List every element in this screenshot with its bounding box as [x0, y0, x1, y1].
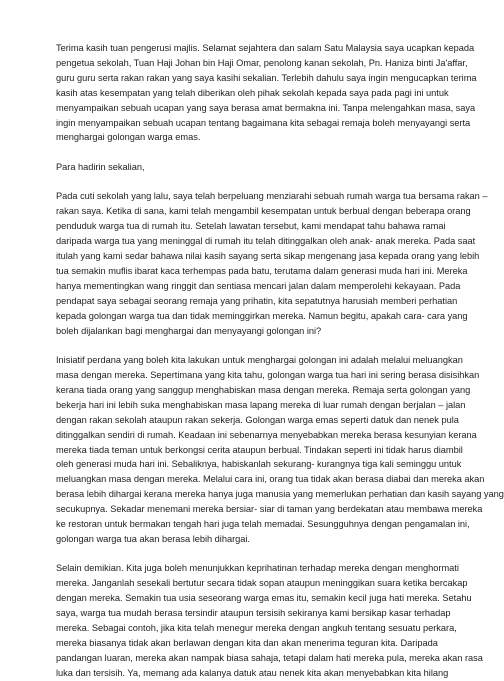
text-line: menyampaikan sebuah ucapan yang saya berasa amat bermakna ini. Tanpa melengahkan masa, saya	[56, 102, 476, 113]
text-line: hanya mementingkan wang ringgit dan sentiasa mencari jalan dalam memperolehi kekayaan. Pada	[56, 280, 461, 291]
text-line: mereka biasanya tidak akan berlawan dengan kita dan akan menerima teguran kita. Daripada	[56, 638, 438, 648]
text-line: mereka tiada teman untuk berkongsi cerita ataupun berbual. Tindakan seperti ini tidak harus diambil	[56, 444, 463, 455]
paragraph-spacer	[56, 145, 440, 160]
text-line: dengan rakan sekolah ataupun rakan sekerja. Golongan warga emas seperti datuk dan nenek pula	[56, 414, 459, 425]
text-line: tua semakin muflis ibarat kaca terhempas pada batu, terutama dalam generasi muda hari ini. Mereka	[56, 265, 468, 276]
text-line: pendapat saya sebagai seorang remaja yang prihatin, kita sepatutnya harusiah memberi perhatian	[56, 295, 458, 306]
text-line: rakan saya. Ketika di sana, kami telah mengambil kesempatan untuk berbual dengan beberapa orang	[56, 206, 471, 217]
paragraph-second-point	[56, 561, 483, 680]
text-line: Selain demikian. Kita juga boleh menunjukkan keprihatinan terhadap mereka dengan menghormati	[56, 563, 459, 574]
text-line: ke restoran untuk bermakan tengah hari juga telah memadai. Sesungguhnya dengan pengamalan ini,	[56, 519, 470, 530]
text-line: mereka. Janganlah sesekali bertutur secara tidak sopan ataupun meninggikan suara ketika bercakap	[56, 578, 468, 589]
text-line: Terima kasih tuan pengerusi majlis. Selamat sejahtera dan salam Satu Malaysia saya ucapkan kepada	[56, 43, 475, 53]
text-line: golongan warga tua akan berasa lebih dihargai.	[56, 533, 250, 544]
text-line: kasih atas kesempatan yang telah diberikan oleh pihak sekolah kepada saya pada pagi ini untuk	[56, 87, 449, 98]
text-line: dengan mereka. Semakin tua usia seseorang warga emas itu, semakin kecil juga hati mereka. Setahu	[56, 593, 472, 604]
text-line: mereka. Sebagai contoh, jika kita telah menegur mereka dengan angkuh tentang sesuatu perkara,	[56, 623, 457, 634]
text-line: menghargai golongan warga emas.	[56, 132, 201, 143]
text-line: itulah yang kami sedar bahawa nilai kasih sayang serta sikap mengenang jasa kepada orang yang lebih	[56, 251, 480, 262]
text-line: penduduk warga tua di rumah itu. Setelah lawatan tersebut, kami mendapat tahu bahawa ramai	[56, 221, 446, 232]
text-line: bekerja hari ini lebih suka menghabiskan masa lapang mereka di luar rumah dengan berjalan – jalan	[56, 399, 466, 410]
text-line: ditinggalkan sendiri di rumah. Keadaan ini sebenarnya menyebabkan mereka berasa kesunyian kerana	[56, 429, 477, 440]
paragraph-intro	[56, 189, 488, 338]
text-line: pandangan luaran, mereka akan nampak biasa sahaja, tetapi dalam hati mereka pula, mereka akan rasa	[56, 652, 483, 663]
text-line: secukupnya. Sekadar menemani mereka bersiar- siar di taman yang berdekatan atau membawa mereka	[56, 504, 483, 515]
text-line: oleh generasi muda hari ini. Sebaliknya, habiskanlah sekurang- kurangnya tiga kali seminggu untuk	[56, 459, 462, 470]
text-line: daripada warga tua yang meninggal di rumah itu telah ditinggalkan oleh anak- anak mereka. Pada saat	[56, 236, 476, 247]
text-line: boleh dijalankan bagi menghargai dan menyayangi golongan ini?	[56, 325, 322, 336]
paragraph-first-point	[56, 353, 504, 547]
text-line: Pada cuti sekolah yang lalu, saya telah berpeluang menziarahi sebuah rumah warga tua bersama rakan –	[56, 191, 488, 202]
text-line: Inisiatif perdana yang boleh kita lakukan untuk menghargai golongan ini adalah melalui meluangkan	[56, 355, 463, 366]
text-line: meluangkan masa dengan mereka. Melalui cara ini, orang tua tidak akan berasa diabai dan mereka akan	[56, 474, 485, 485]
paragraph-spacer	[56, 339, 440, 354]
text-line: kepada golongan warga tua dan tidak meminggirkan mereka. Namun begitu, apakah cara- cara yang	[56, 310, 468, 321]
paragraph-salutation	[56, 160, 440, 175]
text-line: masa dengan mereka. Sepertimana yang kita tahu, golongan warga tua hari ini sering berasa disisihkan	[56, 370, 480, 380]
text-line: luka dan tersisih. Ya, memang ada kalanya datuk atau nenek kita akan menyebabkan kita hilang	[56, 667, 449, 678]
text-line: guru guru serta rakan rakan yang saya kasihi sekalian. Terlebih dahulu saya ingin mengucapkan terima	[56, 72, 477, 83]
paragraph-spacer	[56, 175, 440, 190]
text-line: pengetua sekolah, Tuan Haji Johan bin Haji Omar, penolong kanan sekolah, Pn. Haniza binti Ja'affar,	[56, 57, 468, 68]
text-line: saya, warga tua mudah berasa tersindir ataupun tersisih sekiranya kami bersikap kasar terhadap	[56, 608, 451, 619]
paragraph-opening	[56, 41, 477, 145]
text-line: ingin menyampaikan sebuah ucapan tentang bagaimana kita sebagai remaja boleh menyayangi serta	[56, 117, 471, 128]
text-line: kerana tiada orang yang sanggup menghabiskan masa dengan mereka. Remaja serta golongan yang	[56, 384, 471, 395]
text-line: berasa lebih dihargai kerana mereka hanya juga manusia yang memerlukan perhatian dan kasih sayang yang	[56, 489, 504, 500]
text-line: Para hadirin sekalian,	[56, 161, 145, 172]
paragraph-spacer	[56, 547, 440, 562]
